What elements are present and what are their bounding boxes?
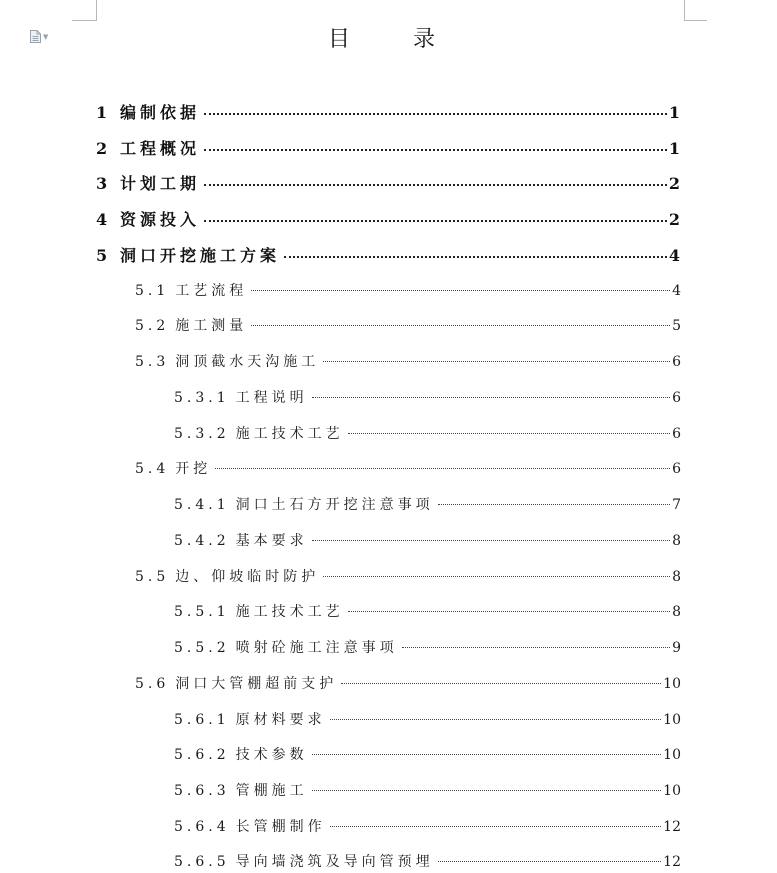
toc-entry-number: 5.6 [135, 676, 170, 692]
toc-entry-title: 导向墙浇筑及导向管预埋 [235, 854, 434, 870]
toc-entry[interactable] [135, 351, 681, 371]
dot-leader [330, 719, 662, 720]
toc-entry[interactable] [96, 171, 680, 194]
dot-leader [204, 113, 667, 115]
page-margin-marker-top-left [72, 0, 97, 21]
toc-entry-page: 8 [672, 569, 681, 585]
toc-entry[interactable] [96, 207, 680, 230]
toc-entry-page: 2 [668, 174, 680, 193]
toc-entry-title: 管棚施工 [235, 783, 308, 799]
dot-leader [312, 540, 670, 541]
toc-entry-number: 5.5 [135, 569, 170, 585]
toc-entry-title: 原材料要求 [235, 712, 326, 728]
toc-entry-page: 2 [668, 210, 680, 229]
toc-entry-page: 12 [663, 819, 681, 835]
toc-entry-number: 5.4 [135, 461, 170, 477]
toc-entry-title: 长管棚制作 [235, 819, 326, 835]
toc-entry-number: 5.1 [135, 283, 170, 299]
toc-entry[interactable] [174, 709, 681, 729]
dot-leader [251, 325, 670, 326]
page-margin-marker-top-right [684, 0, 707, 21]
toc-entry-number: 5.6.3 [174, 783, 230, 799]
toc-entry[interactable] [174, 387, 681, 407]
toc-entry-number: 5 [96, 246, 108, 265]
toc-entry[interactable] [135, 315, 681, 335]
toc-entry-number: 5.5.2 [174, 640, 230, 656]
toc-entry[interactable] [96, 243, 680, 266]
toc-entry-title: 基本要求 [235, 533, 308, 549]
toc-entry-page: 1 [668, 139, 680, 158]
dot-leader [215, 468, 670, 469]
toc-entry-number: 5.3.1 [174, 390, 230, 406]
toc-entry-page: 5 [672, 318, 681, 334]
toc-entry-page: 10 [663, 676, 681, 692]
toc-entry[interactable] [174, 851, 681, 871]
toc-entry-page: 9 [672, 640, 681, 656]
toc-entry[interactable] [135, 280, 681, 300]
toc-entry-number: 1 [96, 103, 108, 122]
dot-leader [438, 504, 670, 505]
toc-entry-title: 工程概况 [120, 139, 201, 158]
toc-entry-number: 5.6.2 [174, 747, 230, 763]
toc-entry[interactable] [174, 744, 681, 764]
toc-entry-number: 5.6.1 [174, 712, 230, 728]
toc-entry[interactable] [135, 673, 681, 693]
toc-entry[interactable] [96, 100, 680, 123]
toc-entry-page: 6 [672, 390, 681, 406]
toc-entry-page: 4 [672, 283, 681, 299]
page-title: 目 录 [328, 27, 463, 52]
toc-entry-page: 10 [663, 783, 681, 799]
toc-entry-number: 5.6.5 [174, 854, 230, 870]
toc-entry-title: 工程说明 [235, 390, 308, 406]
toc-entry-title: 资源投入 [120, 210, 201, 229]
toc-entry-page: 6 [672, 426, 681, 442]
toc-entry-number: 5.4.1 [174, 497, 230, 513]
toc-entry-page: 1 [668, 103, 680, 122]
toc-entry[interactable] [174, 494, 681, 514]
toc-entry-title: 施工技术工艺 [235, 604, 344, 620]
dot-leader [312, 790, 662, 791]
dot-leader [204, 149, 667, 151]
toc-entry-title: 边、仰坡临时防护 [175, 569, 320, 585]
dot-leader [323, 576, 670, 577]
toc-entry-page: 6 [672, 354, 681, 370]
toc-entry-title: 施工测量 [175, 318, 248, 334]
toc-entry-title: 洞顶截水天沟施工 [175, 354, 320, 370]
dot-leader [438, 861, 662, 862]
toc-entry-title: 洞口大管棚超前支护 [175, 676, 338, 692]
toc-entry-number: 5.6.4 [174, 819, 230, 835]
toc-entry-number: 3 [96, 174, 108, 193]
toc-entry-number: 5.2 [135, 318, 170, 334]
dot-leader [330, 826, 662, 827]
dot-leader [251, 290, 670, 291]
toc-entry-title: 编制依据 [120, 103, 201, 122]
toc-entry-title: 技术参数 [235, 747, 308, 763]
toc-entry[interactable] [135, 458, 681, 478]
dot-leader [348, 611, 670, 612]
toc-entry-title: 喷射砼施工注意事项 [235, 640, 398, 656]
dot-leader [402, 647, 670, 648]
toc-entry[interactable] [135, 566, 681, 586]
toc-entry-number: 2 [96, 139, 108, 158]
toc-entry[interactable] [174, 423, 681, 443]
dot-leader [204, 184, 667, 186]
toc-entry-page: 8 [672, 604, 681, 620]
toc-entry-page: 10 [663, 712, 681, 728]
chevron-down-icon: ▼ [43, 33, 49, 41]
toc-entry[interactable] [174, 816, 681, 836]
toc-entry-number: 5.5.1 [174, 604, 230, 620]
toc-entry-number: 5.4.2 [174, 533, 230, 549]
dot-leader [284, 256, 667, 258]
dot-leader [348, 433, 670, 434]
toc-entry-number: 5.3.2 [174, 426, 230, 442]
dot-leader [204, 220, 667, 222]
toc-entry-title: 施工技术工艺 [235, 426, 344, 442]
toc-entry[interactable] [174, 530, 681, 550]
toc-entry[interactable] [96, 136, 680, 159]
toc-entry-page: 7 [672, 497, 681, 513]
toc-entry-number: 5.3 [135, 354, 170, 370]
toc-entry-title: 洞口土石方开挖注意事项 [235, 497, 434, 513]
toc-entry-number: 4 [96, 210, 108, 229]
toc-entry-title: 计划工期 [120, 174, 201, 193]
toc-entry-title: 开挖 [175, 461, 212, 477]
toc-entry-page: 12 [663, 854, 681, 870]
toc-entry-title: 工艺流程 [175, 283, 248, 299]
dot-leader [312, 397, 670, 398]
toc-entry[interactable] [174, 637, 681, 657]
toc-entry-page: 10 [663, 747, 681, 763]
toc-entry-page: 4 [668, 246, 680, 265]
toc-entry-title: 洞口开挖施工方案 [120, 246, 281, 265]
toc-entry[interactable] [174, 601, 681, 621]
toc-entry-page: 8 [672, 533, 681, 549]
toc-entry[interactable] [174, 780, 681, 800]
dot-leader [312, 754, 662, 755]
dot-leader [323, 361, 670, 362]
toc-entry-page: 6 [672, 461, 681, 477]
dot-leader [341, 683, 661, 684]
